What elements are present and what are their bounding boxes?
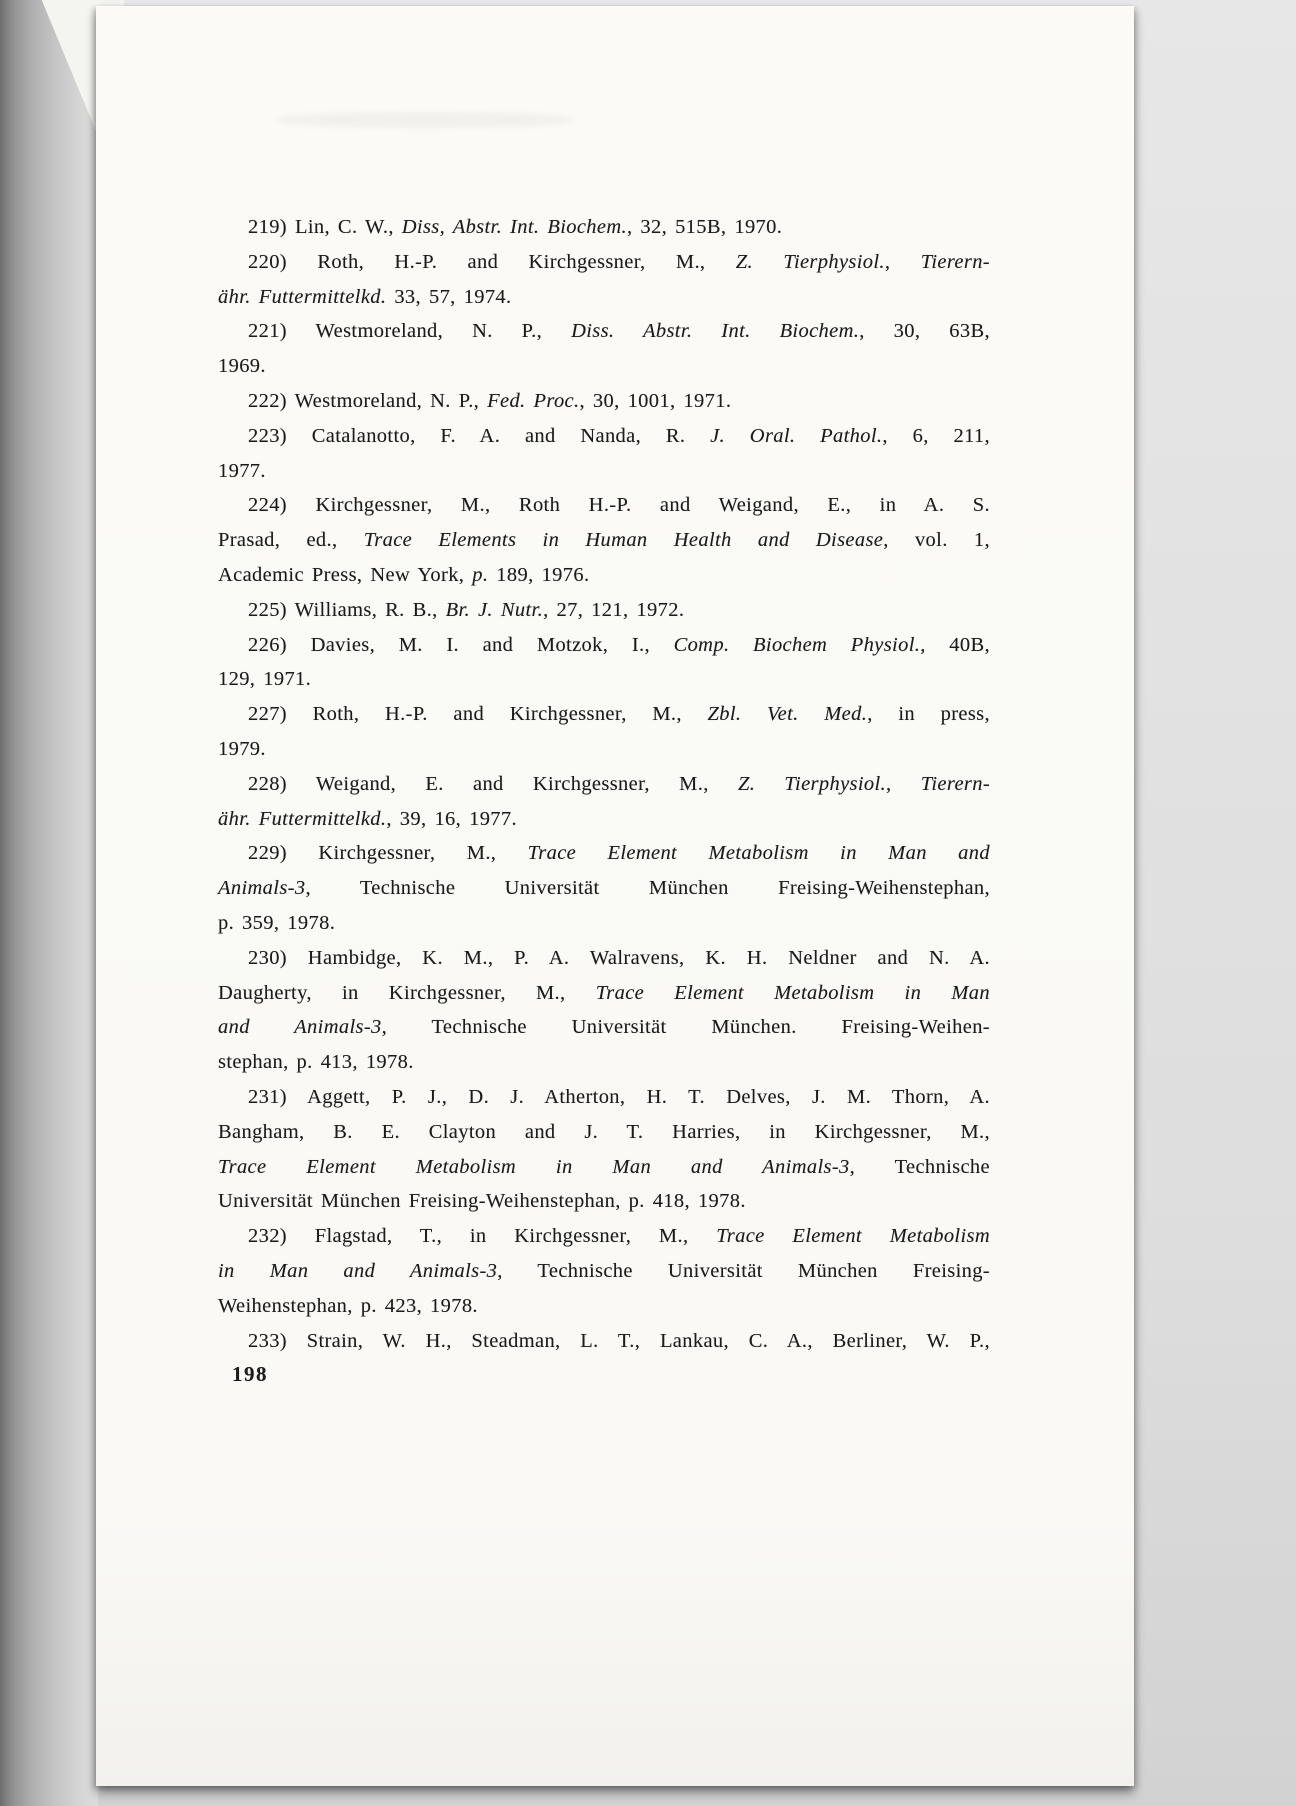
reference-line <box>218 593 990 628</box>
italic-text: Animals-3 <box>218 877 306 900</box>
reference-line <box>218 384 990 419</box>
plain-text: stephan, p. 413, 1978. <box>218 1051 414 1074</box>
reference-line <box>218 906 990 941</box>
reference-line <box>218 280 990 315</box>
reference-line <box>218 349 990 384</box>
plain-text: 230) Hambidge, K. M., P. A. Walravens, K. H. Neldner and N. A. <box>248 946 990 969</box>
italic-text: Tierern- <box>920 250 990 273</box>
plain-text: 1977. <box>218 459 266 482</box>
reference-line <box>218 1324 990 1359</box>
reference-line <box>218 802 990 837</box>
plain-text: Daugherty, in Kirchgessner, M., <box>218 981 596 1004</box>
italic-text: J. Oral. Pathol. <box>710 424 883 447</box>
italic-text: Trace Element Metabolism <box>716 1225 990 1248</box>
plain-text: 189, 1976. <box>488 563 590 586</box>
plain-text: , <box>886 772 921 795</box>
plain-text: 227) Roth, H.-P. and Kirchgessner, M., <box>248 703 708 726</box>
plain-text: 221) Westmoreland, N. P., <box>248 320 572 343</box>
reference-line <box>218 1010 990 1045</box>
reference-entry <box>218 836 990 940</box>
reference-line <box>218 454 990 489</box>
reference-line <box>218 1184 990 1219</box>
reference-entry <box>218 767 990 837</box>
plain-text: 232) Flagstad, T., in Kirchgessner, M., <box>248 1225 717 1248</box>
references-list <box>218 210 990 1358</box>
reference-line <box>218 976 990 1011</box>
plain-text: 223) Catalanotto, F. A. and Nanda, R. <box>248 424 711 447</box>
reference-line <box>218 1045 990 1080</box>
plain-text: 220) Roth, H.-P. and Kirchgessner, M., <box>248 250 736 273</box>
plain-text: 1979. <box>218 737 266 760</box>
plain-text: 219) Lin, C. W., <box>248 216 402 238</box>
plain-text: , 39, 16, 1977. <box>386 807 517 830</box>
reference-entry <box>218 941 990 1080</box>
plain-text: , Technische Universität München. Freising-Weihen- <box>381 1016 990 1039</box>
plain-text: , 40B, <box>920 633 990 656</box>
reference-entry <box>218 1324 990 1359</box>
italic-text: ähr. Futtermittelkd. <box>218 285 387 308</box>
reference-line <box>218 419 990 454</box>
reference-entry <box>218 488 990 592</box>
italic-text: Trace Elements in Human Health and Disease <box>363 529 884 552</box>
reference-line <box>218 941 990 976</box>
scan-smudge <box>276 112 576 128</box>
italic-text: p. <box>472 563 489 586</box>
plain-text: , 30, 63B, <box>859 320 990 343</box>
reference-line <box>218 871 990 906</box>
plain-text: 224) Kirchgessner, M., Roth H.-P. and Weigand, E., in A. S. <box>248 494 990 517</box>
italic-text: and Animals-3 <box>218 1016 382 1039</box>
reference-line <box>218 210 990 245</box>
reference-line <box>218 697 990 732</box>
reference-entry <box>218 245 990 315</box>
reference-entry <box>218 419 990 489</box>
plain-text: 233) Strain, W. H., Steadman, L. T., Lankau, C. A., Berliner, W. P., <box>248 1329 990 1352</box>
plain-text: 129, 1971. <box>218 668 312 691</box>
italic-text: Fed. Proc. <box>487 389 580 412</box>
plain-text: , in press, <box>867 703 990 726</box>
plain-text: , 30, 1001, 1971. <box>579 389 732 412</box>
plain-text: , <box>884 250 921 273</box>
reference-line <box>218 1115 990 1150</box>
reference-line <box>218 1289 990 1324</box>
reference-entry <box>218 628 990 698</box>
plain-text: 226) Davies, M. I. and Motzok, I., <box>248 633 674 656</box>
italic-text: ähr. Futtermittelkd. <box>218 807 387 830</box>
italic-text: Z. Tierphysiol. <box>737 772 887 795</box>
book-page <box>96 6 1134 1786</box>
reference-line <box>218 314 990 349</box>
plain-text: Universität München Freising-Weihenstephan, p. 418, 1978. <box>218 1190 746 1213</box>
plain-text: Bangham, B. E. Clayton and J. T. Harries, in Kirchgessner, M., <box>218 1120 990 1143</box>
plain-text: 1969. <box>218 355 266 378</box>
reference-line <box>218 558 990 593</box>
reference-line <box>218 1254 990 1289</box>
plain-text: Academic Press, New York, <box>218 563 473 586</box>
reference-line <box>218 662 990 697</box>
plain-text: Prasad, ed., <box>218 529 364 552</box>
plain-text: , 6, 211, <box>882 424 990 447</box>
plain-text: 33, 57, 1974. <box>386 285 512 308</box>
plain-text: 225) Williams, R. B., <box>248 598 446 621</box>
plain-text: , 32, 515B, 1970. <box>626 216 783 238</box>
reference-entry <box>218 314 990 384</box>
plain-text: 229) Kirchgessner, M., <box>248 842 528 865</box>
plain-text: 231) Aggett, P. J., D. J. Atherton, H. T. Delves, J. M. Thorn, A. <box>248 1085 990 1108</box>
italic-text: Trace Element Metabolism in Man <box>595 981 990 1004</box>
italic-text: Br. J. Nutr. <box>445 598 544 621</box>
book-spine-edge <box>0 0 98 1806</box>
reference-entry <box>218 210 990 245</box>
italic-text: Diss, Abstr. Int. Biochem. <box>401 216 627 238</box>
reference-entry <box>218 1080 990 1219</box>
italic-text: in Man and Animals-3 <box>218 1259 498 1282</box>
italic-text: Comp. Biochem Physiol. <box>673 633 921 656</box>
plain-text: , Technische Universität München Freising- <box>497 1259 990 1282</box>
reference-line <box>218 836 990 871</box>
plain-text: , 27, 121, 1972. <box>543 598 685 621</box>
reference-entry <box>218 593 990 628</box>
reference-line <box>218 1080 990 1115</box>
reference-entry <box>218 1219 990 1323</box>
reference-line <box>218 245 990 280</box>
reference-line <box>218 523 990 558</box>
plain-text: p. 359, 1978. <box>218 911 336 934</box>
italic-text: Diss. Abstr. Int. Biochem. <box>571 320 860 343</box>
italic-text: Zbl. Vet. Med. <box>707 703 868 726</box>
plain-text: 222) Westmoreland, N. P., <box>248 389 488 412</box>
italic-text: Trace Element Metabolism in Man and <box>527 842 990 865</box>
reference-entry <box>218 384 990 419</box>
page-number: 198 <box>232 1362 268 1386</box>
plain-text: , Technische Universität München Freising-Weihenstephan, <box>305 877 990 900</box>
italic-text: Trace Element Metabolism in Man and Animals-3 <box>218 1155 850 1178</box>
italic-text: Z. Tierphysiol. <box>735 250 885 273</box>
plain-text: , Technische <box>849 1155 990 1178</box>
reference-line <box>218 1219 990 1254</box>
plain-text: 228) Weigand, E. and Kirchgessner, M., <box>248 772 738 795</box>
reference-line <box>218 488 990 523</box>
italic-text: Tierern- <box>920 772 991 795</box>
reference-line <box>218 1150 990 1185</box>
reference-line <box>218 628 990 663</box>
reference-entry <box>218 697 990 767</box>
reference-line <box>218 732 990 767</box>
plain-text: Weihenstephan, p. 423, 1978. <box>218 1294 478 1317</box>
reference-line <box>218 767 990 802</box>
plain-text: , vol. 1, <box>883 529 990 552</box>
